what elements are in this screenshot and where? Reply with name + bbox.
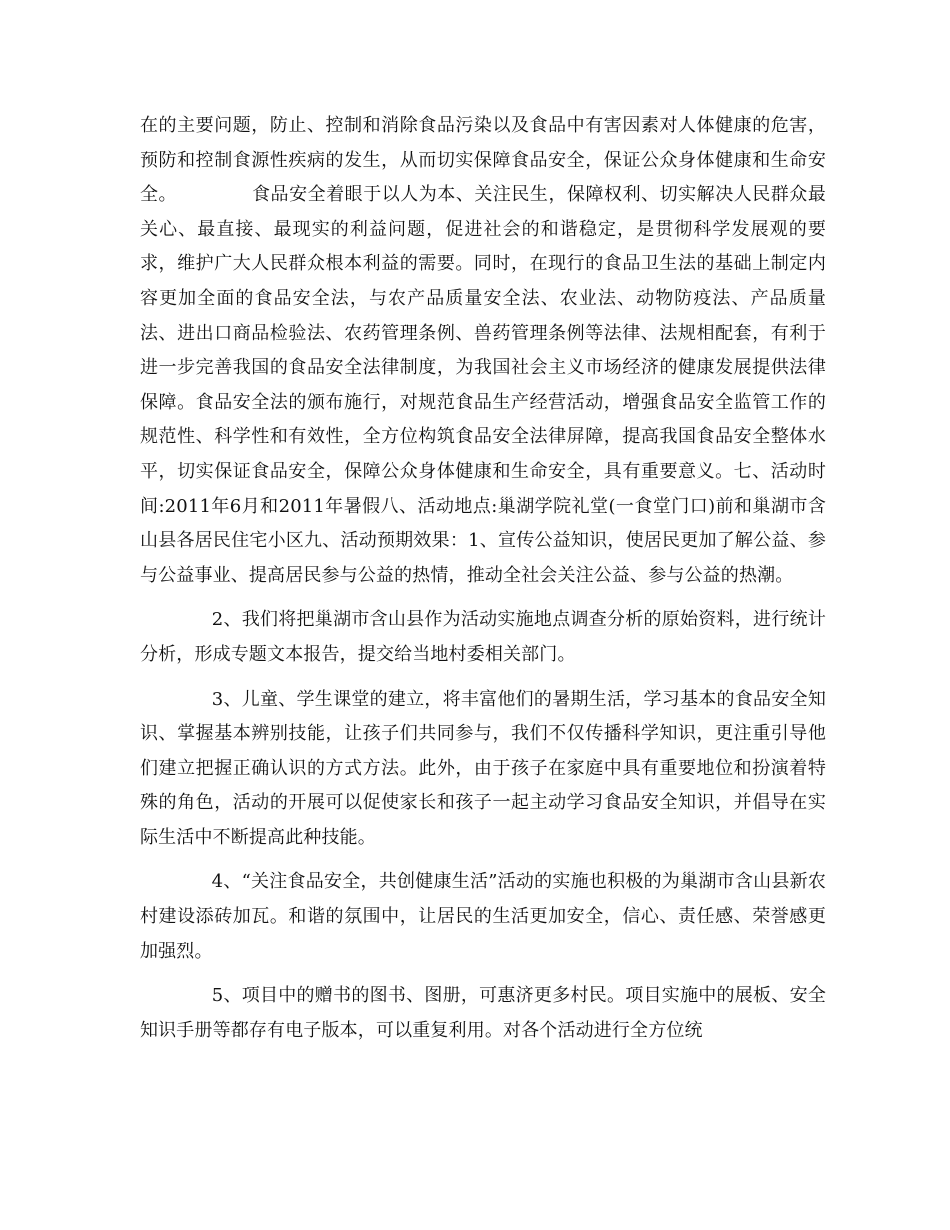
paragraph-5: 5、项目中的赠书的图书、图册，可惠济更多村民。项目实施中的展板、安全知识手册等都存有电子版本，可以重复利用。对各个活动进行全方位统 — [140, 985, 826, 1041]
paragraph-4: 4、“关注食品安全，共创健康生活”活动的实施也积极的为巢湖市含山县新农村建设添砖加瓦。和谐的氛围中，让居民的生活更加安全，信心、责任感、荣誉感更加强烈。 — [140, 871, 826, 962]
document-body — [140, 109, 826, 1048]
paragraph-2: 2、我们将把巢湖市含山县作为活动实施地点调查分析的原始资料，进行统计分析，形成专题文本报告，提交给当地村委相关部门。 — [140, 609, 826, 665]
paragraph-1: 在的主要问题，防止、控制和消除食品污染以及食品中有害因素对人体健康的危害，预防和控制食源性疾病的发生，从而切实保障食品安全，保证公众身体健康和生命安全。 食品安全着眼于以人为本、关注民生，保障权利、切实解决人民群众最关心、最直接、最现实的利益问题，促进社会的和谐稳定，是贯彻科学发展观的要求，维护广大人民群众根本利益的需要。同时，在现行的食品卫生法的基础上制定内容更加全面的食品安全法，与农产品质量安全法、农业法、动物防疫法、产品质量法、进出口商品检验法、农药管理条例、兽药管理条例等法律、法规相配套，有利于进一步完善我国的食品安全法律制度，为我国社会主义市场经济的健康发展提供法律保障。食品安全法的颁布施行，对规范食品生产经营活动，增强食品安全监管工作的规范性、科学性和有效性，全方位构筑食品安全法律屏障，提高我国食品安全整体水平，切实保证食品安全，保障公众身体健康和生命安全，具有重要意义。七、活动时间:2011年6月和2011年暑假八、活动地点:巢湖学院礼堂(一食堂门口)前和巢湖市含山县各居民住宅小区九、活动预期效果：1、宣传公益知识，使居民更加了解公益、参与公益事业、提高居民参与公益的热情，推动全社会关注公益、参与公益的热潮。 — [140, 115, 826, 586]
paragraph-3: 3、儿童、学生课堂的建立，将丰富他们的暑期生活，学习基本的食品安全知识、掌握基本辨别技能，让孩子们共同参与，我们不仅传播科学知识，更注重引导他们建立把握正确认识的方式方法。此外，由于孩子在家庭中具有重要地位和扮演着特殊的角色，活动的开展可以促使家长和孩子一起主动学习食品安全知识，并倡导在实际生活中不断提高此种技能。 — [140, 688, 826, 848]
